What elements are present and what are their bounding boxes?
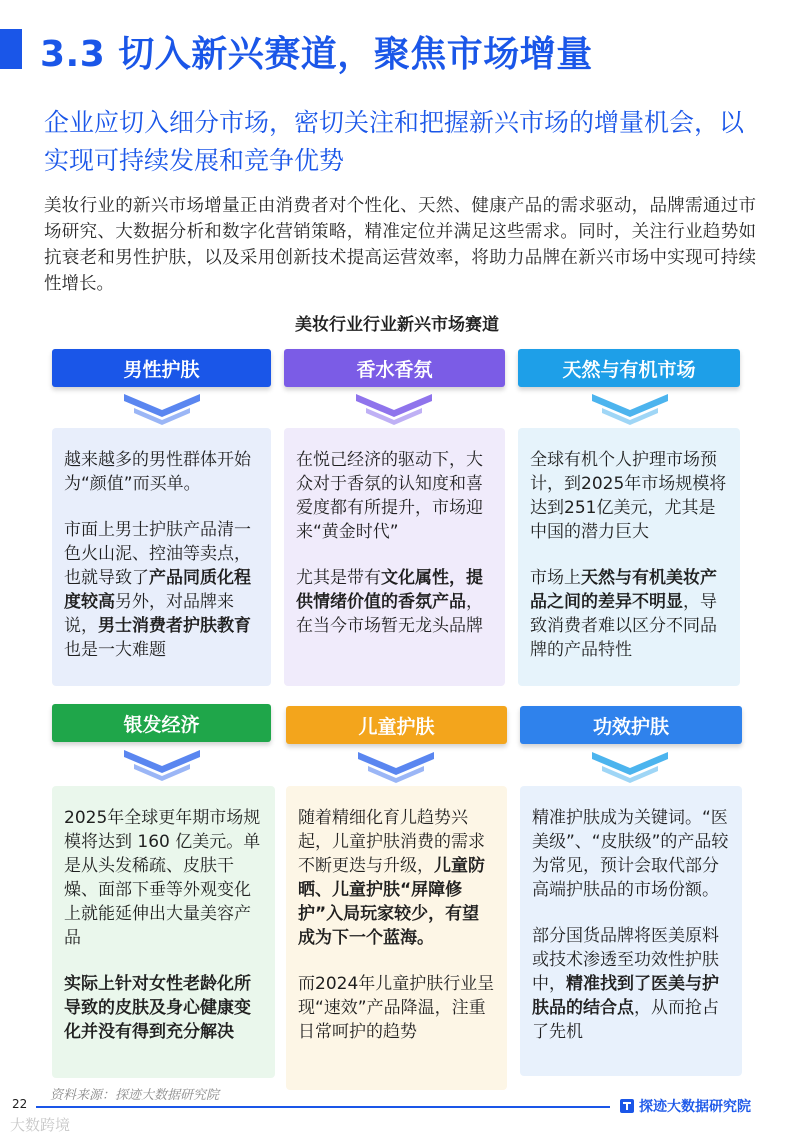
card-fragrance xyxy=(284,428,505,686)
card-paragraph: 精准护肤成为关键词。“医美级”、“皮肤级”的产品较为常见，预计会取代部分高端护肤品的市场份额。 xyxy=(532,808,729,900)
card-paragraph: 市场上天然与有机美妆产品之间的差异不明显，导致消费者难以区分不同品牌的产品特性 xyxy=(530,568,717,660)
chevron-down-icon xyxy=(120,748,204,782)
brand-logo-icon xyxy=(620,1099,634,1113)
highlight-text: 文化属性，提供情绪价值的香氛产品 xyxy=(296,568,483,612)
card-paragraph: 越来越多的男性群体开始为“颜值”而买单。 xyxy=(64,450,251,494)
chevron-down-icon xyxy=(120,392,204,426)
tag-label: 香水香氛 xyxy=(356,358,433,381)
card-men-skincare xyxy=(52,428,271,686)
highlight-text: 精准找到了医美与护肤品的结合点 xyxy=(532,974,719,1018)
highlight-text: 实际上针对女性老龄化所导致的皮肤及身心健康变化并没有得到充分解决 xyxy=(64,974,251,1042)
tag-label: 天然与有机市场 xyxy=(562,358,696,381)
highlight-text: 产品同质化程度较高 xyxy=(64,568,251,612)
card-efficacy-skincare xyxy=(520,786,742,1076)
page-subtitle: 企业应切入细分市场，密切关注和把握新兴市场的增量机会，以实现可持续发展和竞争优势 xyxy=(44,108,745,175)
page-number: 22 xyxy=(12,1097,28,1111)
card-paragraph: 2025年全球更年期市场规模将达到 160 亿美元。单是从头发稀疏、皮肤干燥、面部下垂等外观变化上就能延伸出大量美容产品 xyxy=(64,808,261,948)
brand-name: 探迹大数据研究院 xyxy=(639,1099,751,1115)
footer-divider xyxy=(36,1106,610,1108)
tag-label: 银发经济 xyxy=(123,713,200,736)
highlight-text: 天然与有机美妆产品之间的差异不明显 xyxy=(530,568,717,612)
tag-label: 功效护肤 xyxy=(592,715,669,738)
tag-efficacy-skincare xyxy=(520,706,742,744)
chevron-down-icon xyxy=(588,750,672,784)
source-note: 资料来源：探迹大数据研究院 xyxy=(50,1088,220,1103)
intro-paragraph: 美妆行业的新兴市场增量正由消费者对个性化、天然、健康产品的需求驱动，品牌需通过市场研究、大数据分析和数字化营销策略，精准定位并满足这些需求。同时，关注行业趋势如抗衰老和男性护肤，以及采用创新技术提高运营效率，将助力品牌在新兴市场中实现可持续性增长。 xyxy=(44,196,756,294)
card-paragraph: 市面上男士护肤产品清一色火山泥、控油等卖点，也就导致了产品同质化程度较高另外，对品牌来说，男士消费者护肤教育也是一大难题 xyxy=(64,520,251,660)
watermark: 大数跨境 xyxy=(10,1116,71,1134)
highlight-text: 男士消费者护肤教育 xyxy=(98,616,251,636)
tag-label: 男性护肤 xyxy=(123,358,200,381)
card-paragraph: 全球有机个人护理市场预计，到2025年市场规模将达到251亿美元，尤其是中国的潜力巨大 xyxy=(530,450,727,542)
chevron-down-icon xyxy=(354,750,438,784)
card-paragraph: 部分国货品牌将医美原料或技术渗透至功效性护肤中，精准找到了医美与护肤品的结合点，从而抢占了先机 xyxy=(532,926,719,1042)
card-paragraph: 尤其是带有文化属性，提供情绪价值的香氛产品，在当今市场暂无龙头品牌 xyxy=(296,568,483,636)
tag-silver-economy xyxy=(52,704,271,742)
tag-fragrance xyxy=(284,349,505,387)
title-accent-bar xyxy=(0,29,22,69)
tag-natural-organic xyxy=(518,349,740,387)
highlight-text: 儿童防晒、儿童护肤“屏障修护”入局玩家较少，有望成为下一个蓝海。 xyxy=(298,856,485,948)
page-title: 3.3 切入新兴赛道，聚焦市场增量 xyxy=(40,34,593,75)
card-paragraph: 而2024年儿童护肤行业呈现“速效”产品降温，注重日常呵护的趋势 xyxy=(298,974,495,1042)
card-paragraph xyxy=(64,972,263,1044)
chevron-down-icon xyxy=(352,392,436,426)
chevron-down-icon xyxy=(588,392,672,426)
footer-brand xyxy=(620,1096,751,1116)
card-natural-organic xyxy=(518,428,740,686)
section-title: 美妆行业行业新兴市场赛道 xyxy=(295,315,499,335)
tag-label: 儿童护肤 xyxy=(358,715,435,738)
tag-kids-skincare xyxy=(286,706,507,744)
card-silver-economy xyxy=(52,786,275,1078)
tag-men-skincare xyxy=(52,349,271,387)
card-paragraph: 随着精细化育儿趋势兴起，儿童护肤消费的需求不断更迭与升级，儿童防晒、儿童护肤“屏障修护”入局玩家较少，有望成为下一个蓝海。 xyxy=(298,808,485,948)
card-kids-skincare xyxy=(286,786,507,1090)
card-paragraph: 在悦己经济的驱动下，大众对于香氛的认知度和喜爱度都有所提升，市场迎来“黄金时代” xyxy=(296,450,483,542)
